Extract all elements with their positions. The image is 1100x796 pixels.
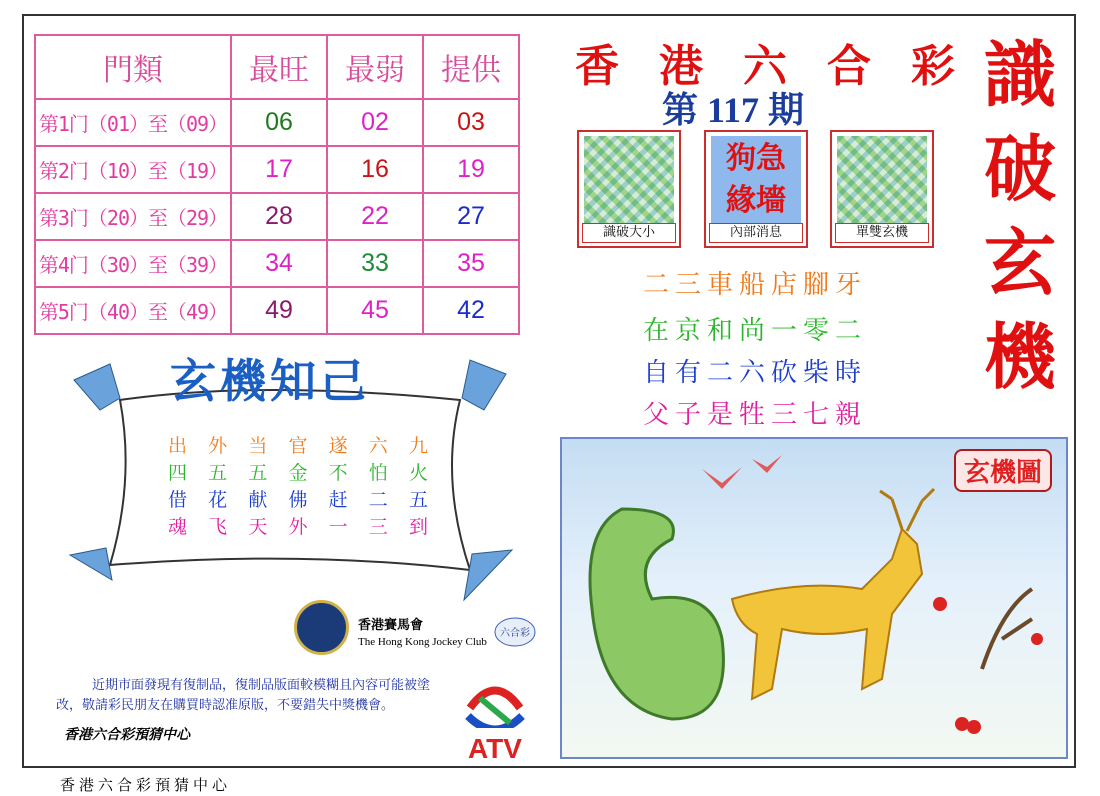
poem-char: 花 <box>208 489 228 511</box>
poem-char: 四 <box>168 462 188 484</box>
poem-line <box>168 431 428 458</box>
verse-line: 在京和尚一零二 <box>642 316 867 346</box>
value-offered: 03 <box>423 99 519 146</box>
title-char: 香 <box>575 41 619 92</box>
poem-char: 五 <box>408 489 428 511</box>
issue-number: 第 117 期 <box>662 90 805 130</box>
poem-line <box>168 485 428 512</box>
poem-line <box>168 512 428 539</box>
hint-box-oddeven <box>830 130 934 248</box>
vertical-title-char: 識 <box>983 32 1056 117</box>
berry-icon <box>1031 633 1043 645</box>
table-row <box>35 146 519 193</box>
title-char: 合 <box>827 41 871 92</box>
deer-icon <box>732 529 922 699</box>
poem-line <box>168 458 428 485</box>
vertical-title-char: 機 <box>983 314 1056 399</box>
poem-char: 赶 <box>328 489 348 511</box>
poem-char: 佛 <box>288 489 308 511</box>
header-category: 門類 <box>35 35 231 99</box>
poem-char: 一 <box>328 516 348 538</box>
verse-line: 二三車船店腳牙 <box>642 270 867 300</box>
berry-icon <box>933 597 947 611</box>
title-char: 港 <box>659 41 703 92</box>
riddle-picture <box>560 437 1068 759</box>
door-label: 第1门（01）至（09） <box>35 99 231 146</box>
value-weakest: 33 <box>327 240 423 287</box>
insider-line: 狗急 <box>726 141 786 176</box>
vertical-title-char: 玄 <box>983 220 1056 305</box>
vertical-title-char: 破 <box>983 126 1056 211</box>
poem-char: 外 <box>288 516 308 538</box>
table-row <box>35 193 519 240</box>
door-label: 第2门（10）至（19） <box>35 146 231 193</box>
hkjc-name-en: The Hong Kong Jockey Club <box>358 636 487 648</box>
box-label: 單雙玄機 <box>835 223 929 243</box>
poem-char: 飞 <box>208 516 228 538</box>
poem-char: 外 <box>208 435 228 457</box>
butterfly-icon <box>702 467 742 489</box>
title-char: 彩 <box>911 41 955 92</box>
table-header-row <box>35 35 519 99</box>
value-weakest: 02 <box>327 99 423 146</box>
table-row <box>35 240 519 287</box>
number-six-shape <box>590 509 723 719</box>
berry-icon <box>967 720 981 734</box>
bird-icon <box>462 360 506 410</box>
header-weakest: 最弱 <box>327 35 423 99</box>
poem-char: 到 <box>408 516 428 538</box>
poem-char: 当 <box>248 435 268 457</box>
value-hottest: 49 <box>231 287 327 334</box>
antler-icon <box>880 489 934 531</box>
hkjc-name-cn: 香港賽馬會 <box>358 618 424 633</box>
scroll-title: 玄機知己 <box>170 354 370 408</box>
bird-icon <box>464 550 512 600</box>
insider-line: 緣墻 <box>726 183 786 218</box>
value-offered: 42 <box>423 287 519 334</box>
value-hottest: 17 <box>231 146 327 193</box>
mosaic-image <box>837 136 927 224</box>
value-offered: 19 <box>423 146 519 193</box>
tree-branch <box>982 589 1032 669</box>
poem-char: 金 <box>288 462 308 484</box>
value-weakest: 22 <box>327 193 423 240</box>
value-weakest: 45 <box>327 287 423 334</box>
verse-line: 父子是牲三七親 <box>642 400 867 430</box>
door-table <box>34 34 520 335</box>
footer-text: 香港六合彩預猜中心 <box>60 776 232 794</box>
value-hottest: 28 <box>231 193 327 240</box>
poem-char: 二 <box>368 489 388 511</box>
door-label: 第3门（20）至（29） <box>35 193 231 240</box>
poem-char: 九 <box>408 435 428 457</box>
atv-text: ATV <box>468 733 522 762</box>
poem-char: 遂 <box>328 435 348 457</box>
poem-char: 三 <box>368 516 388 538</box>
header-hottest: 最旺 <box>231 35 327 99</box>
atv-logo <box>440 668 550 762</box>
mark-six-logo <box>492 614 538 650</box>
table-row <box>35 99 519 146</box>
bird-icon <box>74 364 120 410</box>
box-label: 識破大小 <box>582 223 676 243</box>
berry-icon <box>955 717 969 731</box>
door-label: 第5门（40）至（49） <box>35 287 231 334</box>
verse-line: 自有二六砍柴時 <box>642 358 867 388</box>
poem-char: 五 <box>208 462 228 484</box>
value-hottest: 06 <box>231 99 327 146</box>
bird-icon <box>70 548 112 580</box>
value-hottest: 34 <box>231 240 327 287</box>
mosaic-image <box>584 136 674 224</box>
signature: 香港六合彩預猜中心 <box>64 727 190 743</box>
header-offered: 提供 <box>423 35 519 99</box>
poem-char: 六 <box>368 435 388 457</box>
value-weakest: 16 <box>327 146 423 193</box>
butterfly-icon <box>752 455 782 473</box>
value-offered: 35 <box>423 240 519 287</box>
poem-char: 五 <box>248 462 268 484</box>
hint-box-insider <box>704 130 808 248</box>
poem-char: 不 <box>328 462 348 484</box>
title-char: 六 <box>743 41 787 92</box>
value-offered: 27 <box>423 193 519 240</box>
box-label: 內部消息 <box>709 223 803 243</box>
table-row <box>35 287 519 334</box>
door-label: 第4门（30）至（39） <box>35 240 231 287</box>
insider-text <box>711 136 801 224</box>
counterfeit-notice: 近期市面發現有復制品，復制品版面較模糊且內容可能被塗改，敬請彩民朋友在購買時認准原版，不要錯失中獎機會。 <box>56 678 431 713</box>
picture-label: 玄機圖 <box>954 449 1052 492</box>
poem-char: 怕 <box>368 462 388 484</box>
hint-box-size <box>577 130 681 248</box>
vertical-title <box>975 28 1065 404</box>
poem-char: 借 <box>168 489 188 511</box>
hkjc-logo <box>294 600 349 655</box>
poem-char: 出 <box>168 435 188 457</box>
poem-char: 献 <box>248 489 268 511</box>
mark-six-text: 六合彩 <box>500 628 530 639</box>
poem-char: 魂 <box>168 516 188 538</box>
poem-char: 天 <box>248 516 268 538</box>
poem-char: 火 <box>408 462 428 484</box>
poem-char: 官 <box>288 435 308 457</box>
